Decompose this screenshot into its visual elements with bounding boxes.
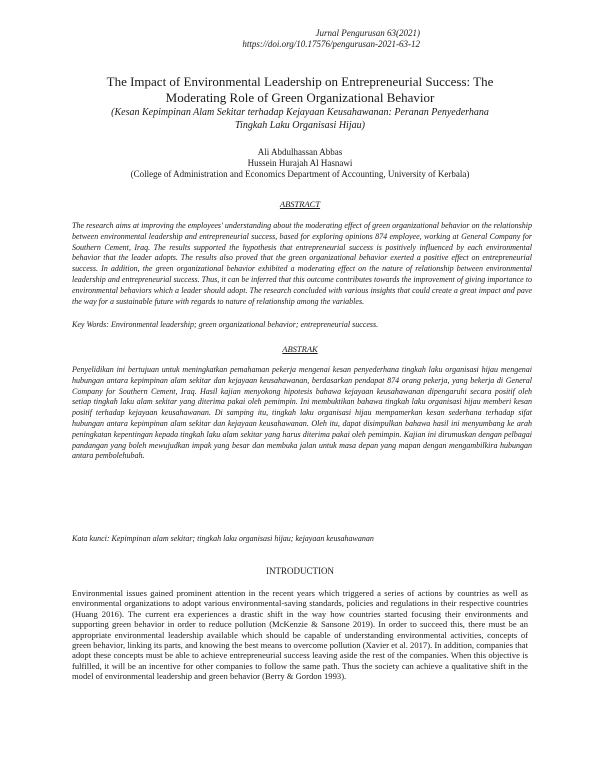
author-2: Hussein Hurajah Al Hasnawi xyxy=(247,158,353,168)
paper-subtitle-line-1: (Kesan Kepimpinan Alam Sekitar terhadap Kejayaan Keusahawanan: Peranan Penyederhana xyxy=(111,107,489,118)
journal-header xyxy=(242,28,420,50)
author-block xyxy=(60,147,540,180)
journal-doi[interactable]: https://doi.org/10.17576/pengurusan-2021-63-12 xyxy=(242,39,420,49)
paper-title-line-2: Moderating Role of Green Organizational Behavior xyxy=(165,90,435,105)
abstract-heading: ABSTRACT xyxy=(279,199,321,209)
introduction-text: Environmental issues gained prominent attention in the recent years which triggered a series of actions by countries as well as environmental organizations to adopt various environmental-saving standards, policies and regulations in their respective countries (Huang 2016). The current era experiences a drastic shift in the way how countries started focusing their environments and supporting green behavior in order to reduce pollution (McKenzie & Sansone 2019). In order to succeed this, there must be an appropriate environmental leadership available which should be capable of understanding environmental activities, concepts of green behavior, linking its parts, and knowing the best means to overcome pollution (Xavier et al. 2017). In addition, companies that adopt these concepts must be able to achieve entrepreneurial success leaving aside the rest of the companies. When this objective is fulfilled, it will be an incentive for other companies to follow the same path. Thus the society can achieve a qualitative shift in the model of environmental leadership and green behavior (Berry & Gordon 1993). xyxy=(72,588,528,682)
abstrak-keywords: Kata kunci: Kepimpinan alam sekitar; tingkah laku organisasi hijau; kejayaan keusahawanan xyxy=(72,534,374,543)
journal-name: Jurnal Pengurusan 63(2021) xyxy=(315,28,420,38)
paper-subtitle-line-2: Tingkah Laku Organisasi Hijau) xyxy=(235,120,365,131)
abstrak-text: Penyelidikan ini bertujuan untuk meningkatkan pemahaman pekerja mengenai kesan penyederhana tingkah laku organisasi hijau mengenai hubungan antara kepimpinan alam sekitar dan kejayaan keusahawanan, berdasarkan pendapat 874 orang pekerja, yang bekerja di General Company for Southern Cement, Iraq. Hasil kajian menyokong hipotesis bahawa kejayaan keusahawanan dipengaruhi secara positif oleh setiap tingkah laku alam sekitar yang diterima pakai oleh pemimpin. Ini membuktikan bahawa tingkah laku organisasi hijau memberi kesan positif terhadap kejayaan keusahawanan. Di samping itu, tingkah laku organisasi hijau mempamerkan kesan sederhana terhadap sifat hubungan antara kepimpinan alam sekitar dan kejayaan keusahawanan. Oleh itu, dapat disimpulkan bahawa hasil ini menyumbang ke arah peningkatan kepentingan kepada tingkah laku alam sekitar yang harus diterima pakai oleh pemimpin. Kajian ini dirumuskan dengan pelbagai pandangan yang boleh mewujudkan impak yang besar dan membuka jalan untuk masa depan yang mapan dengan mengambilkira hubungan antara pembolehubah. xyxy=(72,365,532,461)
paper-subtitle xyxy=(60,106,540,132)
paper-title-line-1: The Impact of Environmental Leadership on Entrepreneurial Success: The xyxy=(106,74,494,89)
author-affiliation: (College of Administration and Economics Department of Accounting, University of Kerbala) xyxy=(130,169,470,179)
author-1: Ali Abdulhassan Abbas xyxy=(257,147,343,157)
introduction-heading: INTRODUCTION xyxy=(266,566,334,576)
abstract-keywords: Key Words: Environmental leadership; green organizational behavior; entrepreneurial success. xyxy=(72,320,379,329)
abstrak-heading: ABSTRAK xyxy=(282,344,318,354)
abstract-text: The research aims at improving the employees' understanding about the moderating effect of green organizational behavior on the relationship between environmental leadership and entrepreneurial success, based for exploring opinions 874 employee, working at General Company for Southern Cement, Iraq. The results supported the hypothesis that entrepreneurial success is positively influenced by each environmental behavior that the leader adopts. The results also proved that the green organizational behavior exerted a positive effect on entrepreneurial success. In addition, the green organizational behavior exhibited a moderating effect on the nature of relationship between environmental leadership and entrepreneurial success. Thus, it can be inferred that this outcome contributes towards the improvement of giving importance to environmental behaviors which a leader should adopt. The research concluded with various insights that could create a great impact and pave the way for a sustainable future with regards to nature of relationship among the variables. xyxy=(72,221,532,306)
paper-title xyxy=(60,74,540,106)
